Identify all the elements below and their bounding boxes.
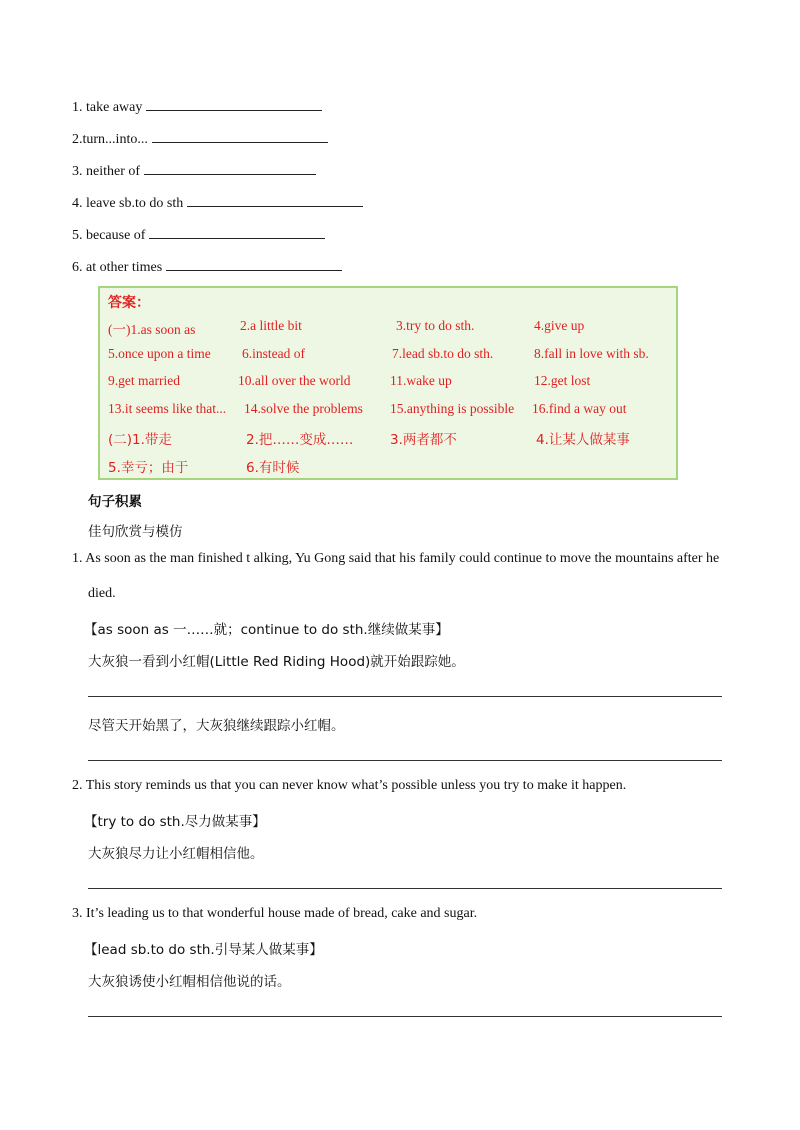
question-2-text: 2.turn...into...	[72, 132, 148, 147]
section-title: 句子积累	[88, 494, 142, 510]
answer-item: (一)1.as soon as	[108, 322, 196, 337]
answer-key-title: 答案：	[108, 296, 150, 311]
answer-item: 5.幸亏；由于	[108, 460, 189, 476]
answer-item: 10.all over the world	[238, 373, 351, 388]
sentence-1-task-1: 大灰狼一看到小红帽(Little Red Riding Hood)就开始跟踪她。	[88, 654, 465, 670]
sentence-1-line-2: died.	[88, 586, 116, 601]
answer-item: 3.两者都不	[390, 432, 457, 448]
answer-item: 6.instead of	[242, 346, 305, 361]
question-5	[72, 226, 325, 244]
answer-item: 6.有时候	[246, 460, 300, 476]
answer-blank-2[interactable]	[152, 130, 328, 143]
answer-line[interactable]	[88, 760, 722, 761]
answer-item: 13.it seems like that...	[108, 401, 227, 416]
answer-item: 12.get lost	[534, 373, 591, 388]
sentence-3-note: 【lead sb.to do sth.引导某人做某事】	[84, 942, 323, 958]
answer-item: 8.fall in love with sb.	[534, 346, 649, 361]
answer-item: 2.a little bit	[240, 318, 302, 333]
question-6	[72, 258, 342, 276]
answer-item: 14.solve the problems	[244, 401, 363, 416]
answer-item: 4.让某人做某事	[536, 432, 630, 448]
sentence-1-note: 【as soon as 一……就；continue to do sth.继续做某事】	[84, 622, 449, 638]
question-1-text: 1. take away	[72, 100, 143, 115]
answer-item: 2.把……变成……	[246, 432, 354, 448]
answer-blank-5[interactable]	[149, 226, 325, 239]
answer-blank-1[interactable]	[146, 98, 322, 111]
answer-blank-3[interactable]	[144, 162, 316, 175]
answer-item: 7.lead sb.to do sth.	[392, 346, 494, 361]
sentence-1-task-2: 尽管天开始黑了，大灰狼继续跟踪小红帽。	[88, 718, 345, 734]
answer-item: 9.get married	[108, 373, 180, 388]
sentence-2-task-1: 大灰狼尽力让小红帽相信他。	[88, 846, 264, 862]
answer-blank-4[interactable]	[187, 194, 363, 207]
question-3-text: 3. neither of	[72, 164, 141, 179]
question-2	[72, 130, 328, 148]
answer-line[interactable]	[88, 888, 722, 889]
answer-item: 3.try to do sth.	[396, 318, 475, 333]
answer-item: (二)1.带走	[108, 432, 172, 448]
answer-line[interactable]	[88, 696, 722, 697]
question-3	[72, 162, 316, 180]
question-5-text: 5. because of	[72, 228, 146, 243]
question-4-text: 4. leave sb.to do sth	[72, 196, 184, 211]
question-4	[72, 194, 363, 212]
answer-line[interactable]	[88, 1016, 722, 1017]
answer-key-box	[98, 286, 678, 480]
sentence-3-line-1: 3. It’s leading us to that wonderful house made of bread, cake and sugar.	[72, 906, 478, 921]
sentence-2-line-1: 2. This story reminds us that you can never know what’s possible unless you try to make it happen.	[72, 778, 627, 793]
answer-item: 11.wake up	[390, 373, 452, 388]
answer-item: 5.once upon a time	[108, 346, 211, 361]
answer-item: 16.find a way out	[532, 401, 627, 416]
sentence-2-note: 【try to do sth.尽力做某事】	[84, 814, 266, 830]
section-subtitle: 佳句欣赏与模仿	[88, 524, 183, 540]
sentence-3-task-1: 大灰狼诱使小红帽相信他说的话。	[88, 974, 291, 990]
sentence-1-line-1: 1. As soon as the man finished t alking, Yu Gong said that his family could continue to move the mountains after he	[72, 551, 720, 566]
answer-item: 4.give up	[534, 318, 585, 333]
question-6-text: 6. at other times	[72, 260, 163, 275]
answer-blank-6[interactable]	[166, 258, 342, 271]
question-1	[72, 98, 322, 116]
answer-item: 15.anything is possible	[390, 401, 515, 416]
